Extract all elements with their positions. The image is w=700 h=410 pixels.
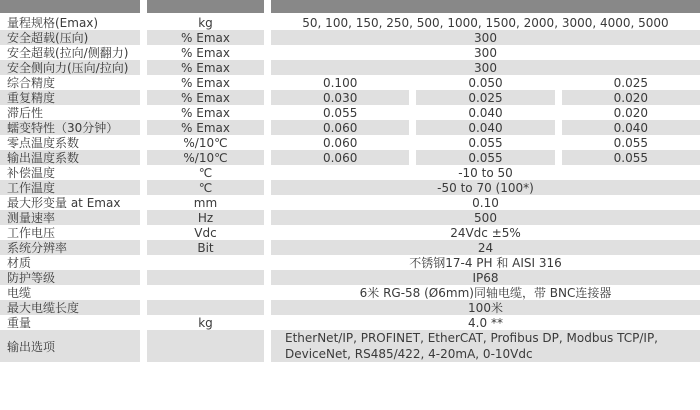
value-cell: 0.040 bbox=[562, 120, 700, 135]
value-cell: 0.055 bbox=[271, 105, 409, 120]
row-values bbox=[271, 285, 700, 300]
value-cell: 100米 bbox=[271, 300, 700, 315]
row-label: 最大电缆长度 bbox=[0, 300, 140, 315]
row-values bbox=[271, 150, 700, 165]
row-unit bbox=[147, 270, 264, 285]
value-cell: 0.020 bbox=[562, 90, 700, 105]
row-label: 安全超载(拉向/侧翻力) bbox=[0, 45, 140, 60]
table-row bbox=[0, 60, 700, 75]
row-unit: mm bbox=[147, 195, 264, 210]
table-row bbox=[0, 180, 700, 195]
table-row bbox=[0, 195, 700, 210]
value-cell: 0.040 bbox=[416, 120, 554, 135]
row-unit: % Emax bbox=[147, 120, 264, 135]
row-label: 重复精度 bbox=[0, 90, 140, 105]
value-cell: -50 to 70 (100*) bbox=[271, 180, 700, 195]
row-label: 输出选项 bbox=[0, 330, 140, 362]
row-label: 蠕变特性（30分钟） bbox=[0, 120, 140, 135]
table-row bbox=[0, 45, 700, 60]
table-row bbox=[0, 75, 700, 90]
table-row bbox=[0, 270, 700, 285]
value-cell: 0.055 bbox=[416, 135, 554, 150]
row-label: 材质 bbox=[0, 255, 140, 270]
row-label: 输出温度系数 bbox=[0, 150, 140, 165]
row-unit: %/10℃ bbox=[147, 135, 264, 150]
table-row bbox=[0, 330, 700, 362]
value-cell: 4.0 ** bbox=[271, 315, 700, 330]
row-unit bbox=[147, 285, 264, 300]
value-cell: 300 bbox=[271, 45, 700, 60]
header-cell-label bbox=[0, 0, 140, 13]
row-unit: % Emax bbox=[147, 105, 264, 120]
row-label: 重量 bbox=[0, 315, 140, 330]
row-unit: ℃ bbox=[147, 165, 264, 180]
row-values bbox=[271, 315, 700, 330]
value-cell: 0.060 bbox=[271, 120, 409, 135]
row-label: 系统分辨率 bbox=[0, 240, 140, 255]
table-row bbox=[0, 300, 700, 315]
row-values bbox=[271, 225, 700, 240]
value-cell: 0.10 bbox=[271, 195, 700, 210]
row-label: 量程规格(Emax) bbox=[0, 15, 140, 30]
row-unit: Bit bbox=[147, 240, 264, 255]
table-row bbox=[0, 135, 700, 150]
value-cell: 300 bbox=[271, 30, 700, 45]
table-row bbox=[0, 255, 700, 270]
value-cell: IP68 bbox=[271, 270, 700, 285]
row-values bbox=[271, 45, 700, 60]
row-values bbox=[271, 120, 700, 135]
value-cell: EtherNet/IP, PROFINET, EtherCAT, Profibus DP, Modbus TCP/IP, DeviceNet, RS485/422, 4-20mA, 0-10Vdc bbox=[271, 330, 700, 362]
value-cell: 0.025 bbox=[562, 75, 700, 90]
row-values bbox=[271, 15, 700, 30]
row-label: 零点温度系数 bbox=[0, 135, 140, 150]
table-body bbox=[0, 15, 700, 362]
table-header-row bbox=[0, 0, 700, 13]
value-cell: 50, 100, 150, 250, 500, 1000, 1500, 2000, 3000, 4000, 5000 bbox=[271, 15, 700, 30]
table-row bbox=[0, 315, 700, 330]
row-unit: Hz bbox=[147, 210, 264, 225]
row-unit: kg bbox=[147, 15, 264, 30]
row-unit bbox=[147, 330, 264, 362]
row-values bbox=[271, 300, 700, 315]
header-cell-values bbox=[271, 0, 700, 13]
row-unit: % Emax bbox=[147, 30, 264, 45]
row-label: 电缆 bbox=[0, 285, 140, 300]
value-cell: 0.100 bbox=[271, 75, 409, 90]
row-label: 工作电压 bbox=[0, 225, 140, 240]
value-cell: 0.040 bbox=[416, 105, 554, 120]
row-values bbox=[271, 240, 700, 255]
row-unit: %/10℃ bbox=[147, 150, 264, 165]
row-unit bbox=[147, 300, 264, 315]
value-cell: 24 bbox=[271, 240, 700, 255]
table-row bbox=[0, 285, 700, 300]
value-cell: 24Vdc ±5% bbox=[271, 225, 700, 240]
value-cell: 500 bbox=[271, 210, 700, 225]
value-cell: 0.055 bbox=[562, 150, 700, 165]
value-cell: 6米 RG-58 (Ø6mm)同轴电缆，带 BNC连接器 bbox=[271, 285, 700, 300]
row-label: 补偿温度 bbox=[0, 165, 140, 180]
row-label: 测量速率 bbox=[0, 210, 140, 225]
row-values bbox=[271, 90, 700, 105]
value-cell: 0.060 bbox=[271, 135, 409, 150]
value-cell: 不锈钢17-4 PH 和 AISI 316 bbox=[271, 255, 700, 270]
table-row bbox=[0, 240, 700, 255]
row-values bbox=[271, 270, 700, 285]
row-label: 安全侧向力(压向/拉向) bbox=[0, 60, 140, 75]
value-cell: 0.060 bbox=[271, 150, 409, 165]
table-row bbox=[0, 150, 700, 165]
row-unit: ℃ bbox=[147, 180, 264, 195]
table-row bbox=[0, 90, 700, 105]
row-unit: Vdc bbox=[147, 225, 264, 240]
row-label: 最大形变量 at Emax bbox=[0, 195, 140, 210]
row-values bbox=[271, 165, 700, 180]
row-label: 工作温度 bbox=[0, 180, 140, 195]
row-unit: % Emax bbox=[147, 45, 264, 60]
row-unit: % Emax bbox=[147, 90, 264, 105]
row-values bbox=[271, 135, 700, 150]
header-cell-unit bbox=[147, 0, 264, 13]
row-unit: % Emax bbox=[147, 60, 264, 75]
row-values bbox=[271, 30, 700, 45]
row-values bbox=[271, 60, 700, 75]
row-values bbox=[271, 210, 700, 225]
value-cell: 0.055 bbox=[562, 135, 700, 150]
value-cell: 0.025 bbox=[416, 90, 554, 105]
row-label: 滞后性 bbox=[0, 105, 140, 120]
row-unit: % Emax bbox=[147, 75, 264, 90]
table-row bbox=[0, 210, 700, 225]
row-label: 防护等级 bbox=[0, 270, 140, 285]
value-cell: 300 bbox=[271, 60, 700, 75]
row-values bbox=[271, 330, 700, 362]
table-row bbox=[0, 15, 700, 30]
value-cell: -10 to 50 bbox=[271, 165, 700, 180]
row-unit: kg bbox=[147, 315, 264, 330]
row-values bbox=[271, 195, 700, 210]
table-row bbox=[0, 105, 700, 120]
value-cell: 0.020 bbox=[562, 105, 700, 120]
row-label: 安全超载(压向) bbox=[0, 30, 140, 45]
row-label: 综合精度 bbox=[0, 75, 140, 90]
row-values bbox=[271, 180, 700, 195]
row-values bbox=[271, 255, 700, 270]
row-unit bbox=[147, 255, 264, 270]
row-values bbox=[271, 75, 700, 90]
table-row bbox=[0, 30, 700, 45]
table-row bbox=[0, 165, 700, 180]
table-row bbox=[0, 225, 700, 240]
value-cell: 0.055 bbox=[416, 150, 554, 165]
row-values bbox=[271, 105, 700, 120]
value-cell: 0.050 bbox=[416, 75, 554, 90]
value-cell: 0.030 bbox=[271, 90, 409, 105]
table-row bbox=[0, 120, 700, 135]
